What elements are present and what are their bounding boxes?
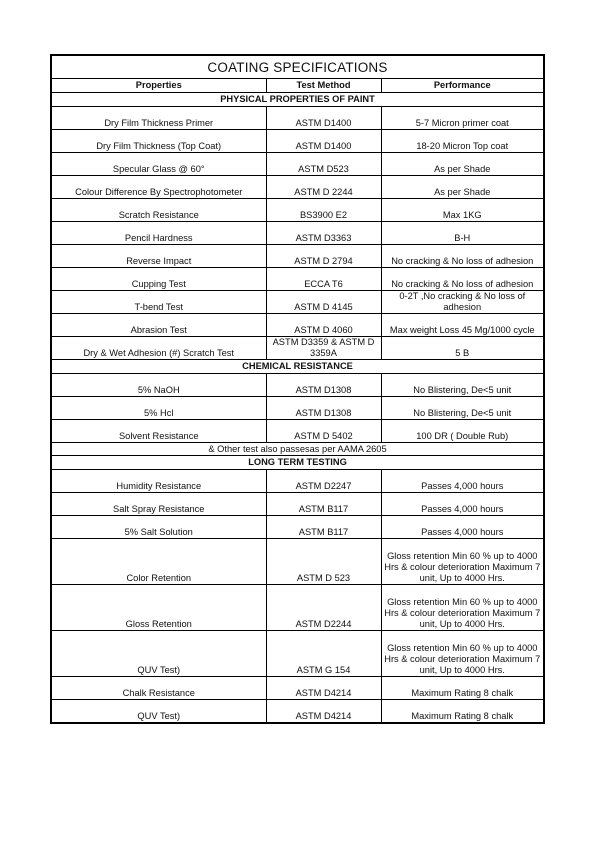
property-cell: QUV Test) [51, 631, 266, 677]
performance-cell: B-H [381, 222, 544, 245]
table-row [51, 700, 544, 724]
table-row [51, 245, 544, 268]
method-cell: ECCA T6 [266, 268, 381, 291]
property-cell: Gloss Retention [51, 585, 266, 631]
header-performance: Performance [381, 79, 544, 93]
table-row [51, 539, 544, 585]
property-cell: Dry Film Thickness (Top Coat) [51, 130, 266, 153]
performance-cell: 0-2T ,No cracking & No loss of adhesion [381, 291, 544, 314]
table-row [51, 420, 544, 443]
header-test-method: Test Method [266, 79, 381, 93]
table-row [51, 176, 544, 199]
method-cell: ASTM D1400 [266, 107, 381, 130]
table-row [51, 585, 544, 631]
performance-cell: Gloss retention Min 60 % up to 4000 Hrs & colour deterioration Maximum 7 unit, Up to 4000 Hrs. [381, 585, 544, 631]
property-cell: 5% NaOH [51, 374, 266, 397]
table-row [51, 374, 544, 397]
property-cell: T-bend Test [51, 291, 266, 314]
performance-cell: Passes 4,000 hours [381, 516, 544, 539]
performance-cell: Gloss retention Min 60 % up to 4000 Hrs & colour deterioration Maximum 7 unit, Up to 4000 Hrs. [381, 631, 544, 677]
performance-cell: Max 1KG [381, 199, 544, 222]
method-cell: ASTM D 4145 [266, 291, 381, 314]
property-cell: Solvent Resistance [51, 420, 266, 443]
table-row [51, 677, 544, 700]
property-cell: 5% Salt Solution [51, 516, 266, 539]
method-cell: ASTM D2247 [266, 470, 381, 493]
performance-cell: Passes 4,000 hours [381, 470, 544, 493]
performance-cell: 5-7 Micron primer coat [381, 107, 544, 130]
table-row [51, 470, 544, 493]
method-cell: ASTM B117 [266, 493, 381, 516]
table-row [51, 397, 544, 420]
table-row [51, 107, 544, 130]
aama-note: & Other test also passesas per AAMA 2605 [51, 443, 544, 456]
method-cell: ASTM D4214 [266, 677, 381, 700]
performance-cell: Max weight Loss 45 Mg/1000 cycle [381, 314, 544, 337]
table-row [51, 130, 544, 153]
property-cell: Specular Glass @ 60° [51, 153, 266, 176]
property-cell: Dry Film Thickness Primer [51, 107, 266, 130]
method-cell: ASTM G 154 [266, 631, 381, 677]
table-row [51, 631, 544, 677]
table-row [51, 199, 544, 222]
method-cell: ASTM D1400 [266, 130, 381, 153]
method-cell: ASTM D3363 [266, 222, 381, 245]
performance-cell: 100 DR ( Double Rub) [381, 420, 544, 443]
table-title: COATING SPECIFICATIONS [51, 55, 544, 79]
performance-cell: 5 B [381, 337, 544, 360]
method-cell: ASTM D 2794 [266, 245, 381, 268]
performance-cell: No cracking & No loss of adhesion [381, 268, 544, 291]
method-cell: ASTM D3359 & ASTM D 3359A [266, 337, 381, 360]
property-cell: Pencil Hardness [51, 222, 266, 245]
table-row [51, 222, 544, 245]
method-cell: ASTM D1308 [266, 374, 381, 397]
table-row [51, 291, 544, 314]
performance-cell: Maximum Rating 8 chalk [381, 700, 544, 724]
method-cell: BS3900 E2 [266, 199, 381, 222]
table-row [51, 516, 544, 539]
performance-cell: Passes 4,000 hours [381, 493, 544, 516]
table-row [51, 268, 544, 291]
header-properties: Properties [51, 79, 266, 93]
performance-cell: No Blistering, De<5 unit [381, 374, 544, 397]
coating-specifications-sheet [50, 54, 543, 724]
table-row [51, 314, 544, 337]
method-cell: ASTM B117 [266, 516, 381, 539]
table-row [51, 493, 544, 516]
method-cell: ASTM D1308 [266, 397, 381, 420]
section-physical-properties: PHYSICAL PROPERTIES OF PAINT [51, 93, 544, 107]
performance-cell: Maximum Rating 8 chalk [381, 677, 544, 700]
method-cell: ASTM D4214 [266, 700, 381, 724]
method-cell: ASTM D 4060 [266, 314, 381, 337]
specifications-table [50, 54, 545, 724]
section-chemical-resistance: CHEMICAL RESISTANCE [51, 360, 544, 374]
method-cell: ASTM D 523 [266, 539, 381, 585]
property-cell: Color Retention [51, 539, 266, 585]
property-cell: Cupping Test [51, 268, 266, 291]
performance-cell: As per Shade [381, 153, 544, 176]
performance-cell: 18-20 Micron Top coat [381, 130, 544, 153]
property-cell: QUV Test) [51, 700, 266, 724]
property-cell: Reverse Impact [51, 245, 266, 268]
property-cell: Colour Difference By Spectrophotometer [51, 176, 266, 199]
method-cell: ASTM D 2244 [266, 176, 381, 199]
property-cell: Salt Spray Resistance [51, 493, 266, 516]
property-cell: Dry & Wet Adhesion (#) Scratch Test [51, 337, 266, 360]
performance-cell: Gloss retention Min 60 % up to 4000 Hrs & colour deterioration Maximum 7 unit, Up to 4000 Hrs. [381, 539, 544, 585]
performance-cell: No Blistering, De<5 unit [381, 397, 544, 420]
method-cell: ASTM D 5402 [266, 420, 381, 443]
section-long-term-testing: LONG TERM TESTING [51, 456, 544, 470]
property-cell: Humidity Resistance [51, 470, 266, 493]
performance-cell: No cracking & No loss of adhesion [381, 245, 544, 268]
property-cell: Abrasion Test [51, 314, 266, 337]
property-cell: Scratch Resistance [51, 199, 266, 222]
table-row [51, 337, 544, 360]
method-cell: ASTM D523 [266, 153, 381, 176]
performance-cell: As per Shade [381, 176, 544, 199]
property-cell: Chalk Resistance [51, 677, 266, 700]
method-cell: ASTM D2244 [266, 585, 381, 631]
table-row [51, 153, 544, 176]
property-cell: 5% Hcl [51, 397, 266, 420]
